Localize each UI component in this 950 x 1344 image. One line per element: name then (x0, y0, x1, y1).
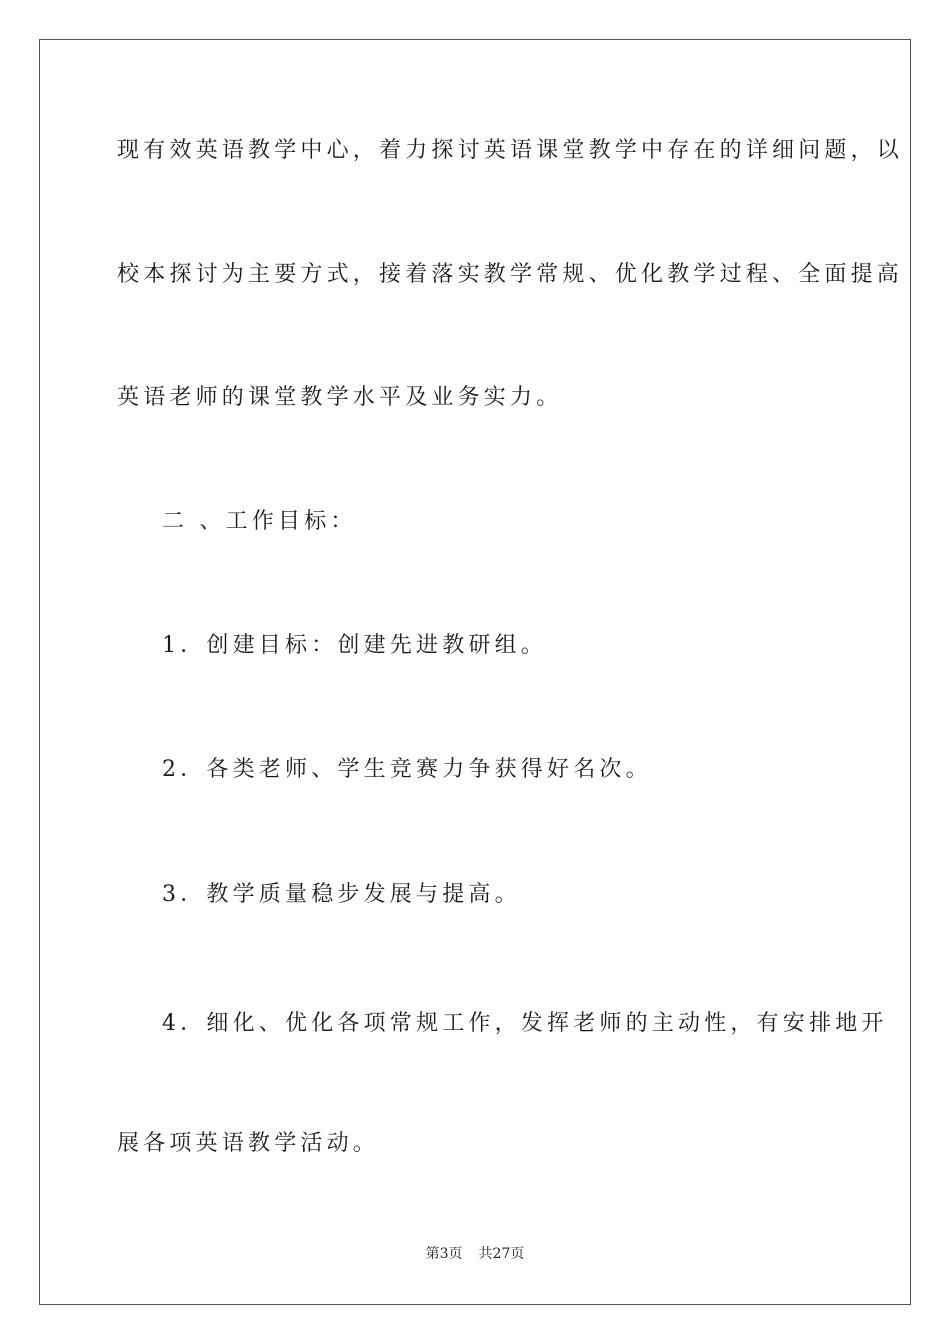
list-item-4-continuation: 展各项英语教学活动。 (117, 1131, 380, 1156)
list-item-3: 3．教学质量稳步发展与提高。 (162, 882, 521, 907)
paragraph-line-1: 现有效英语教学中心，着力探讨英语课堂教学中存在的详细问题，以 (117, 138, 904, 163)
page-frame (39, 39, 911, 1305)
page-number-current: 第3页 (425, 1246, 463, 1262)
page-footer (0, 1245, 950, 1263)
section-heading: 二 、工作目标： (162, 509, 357, 534)
list-item-1: 1．创建目标：创建先进教研组。 (162, 633, 547, 658)
paragraph-line-3: 英语老师的课堂教学水平及业务实力。 (117, 385, 563, 410)
page-number-total: 共27页 (478, 1246, 525, 1262)
list-item-2: 2．各类老师、学生竞赛力争获得好名次。 (162, 757, 652, 782)
list-item-4: 4．细化、优化各项常规工作，发挥老师的主动性，有安排地开 (162, 1011, 888, 1036)
paragraph-line-2: 校本探讨为主要方式，接着落实教学常规、优化教学过程、全面提高 (117, 262, 904, 287)
